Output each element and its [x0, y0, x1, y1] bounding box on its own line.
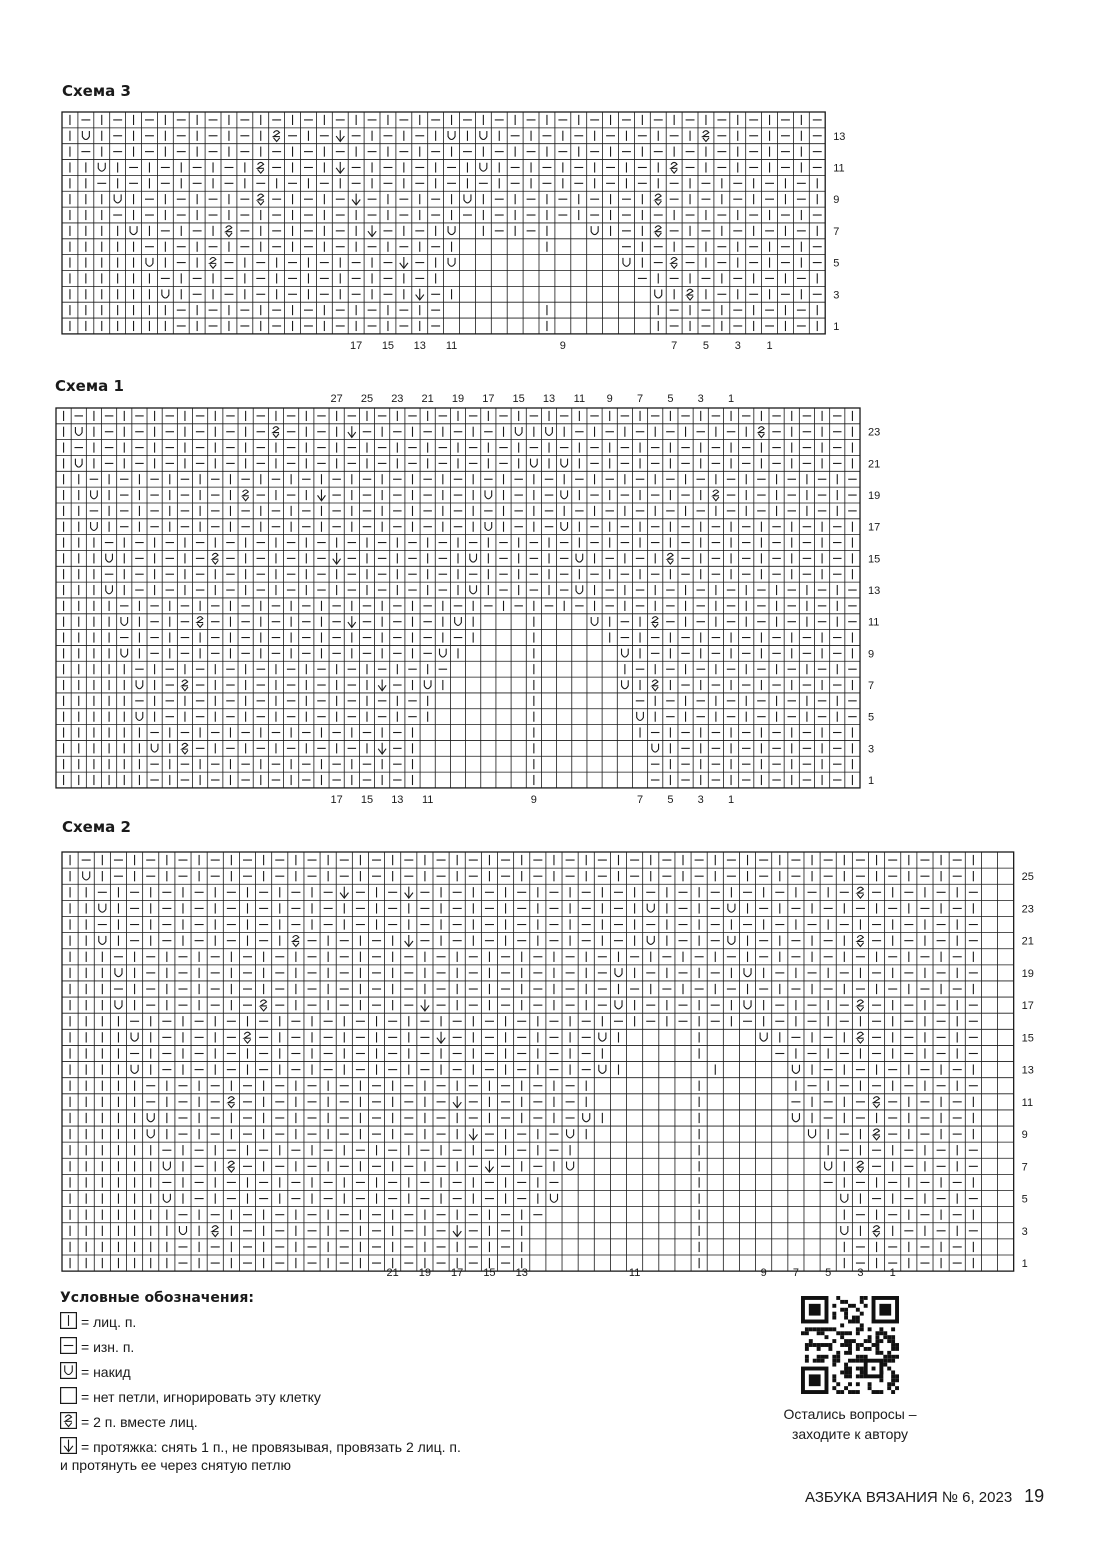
bottom-stitch-label: 19	[418, 1267, 432, 1279]
bottom-stitch-label: 21	[386, 1267, 399, 1279]
bottom-stitch-label: 1	[889, 1267, 896, 1279]
row-number-label: 23	[1021, 903, 1034, 916]
row-number-label: 17	[1021, 1000, 1034, 1013]
legend	[60, 1290, 620, 1473]
row-number-label: 11	[868, 616, 880, 629]
bottom-stitch-label: 3	[697, 794, 704, 806]
slip-pull-icon	[60, 1437, 77, 1454]
legend-continuation: и протянуть ее через снятую петлю	[60, 1457, 291, 1473]
bottom-stitch-label: 1	[766, 340, 773, 352]
legend-item-label: = лиц. п.	[81, 1314, 137, 1330]
chart1-title: Схема 1	[55, 377, 124, 395]
row-number-label: 25	[1021, 871, 1034, 884]
row-number-label: 5	[833, 257, 840, 270]
legend-title: Условные обозначения:	[60, 1290, 254, 1306]
bottom-stitch-label: 17	[330, 794, 343, 806]
bottom-stitch-label: 5	[702, 340, 710, 352]
bottom-stitch-label: 9	[760, 1267, 767, 1279]
row-number-label: 15	[868, 553, 881, 566]
row-number-label: 17	[868, 521, 881, 534]
row-number-label: 15	[1021, 1032, 1034, 1045]
chart2-title: Схема 2	[62, 818, 131, 836]
row-number-label: 1	[868, 775, 875, 788]
row-number-label: 9	[833, 194, 840, 207]
bottom-stitch-label: 7	[636, 794, 644, 806]
grid-lines	[62, 852, 1014, 1271]
bottom-stitch-label: 15	[381, 340, 395, 352]
top-stitch-label: 17	[482, 393, 495, 405]
top-stitch-label: 1	[728, 393, 735, 405]
row-number-label: 13	[833, 130, 846, 143]
bottom-stitch-label: 17	[451, 1267, 464, 1279]
row-number-label: 7	[868, 680, 875, 693]
top-stitch-label: 15	[512, 393, 525, 405]
legend-item-label: = 2 п. вместе лиц.	[81, 1414, 198, 1430]
no-stitch-icon	[60, 1387, 77, 1404]
purl-icon	[60, 1337, 77, 1354]
bottom-stitch-label: 1	[728, 794, 735, 806]
knit-icon	[60, 1312, 77, 1329]
top-stitch-label: 13	[542, 393, 556, 405]
row-number-label: 1	[1021, 1258, 1028, 1271]
page-number: 19	[1024, 1486, 1045, 1506]
row-number-label: 9	[1021, 1129, 1028, 1142]
legend-item-k2tog	[60, 1412, 620, 1437]
row-number-label: 23	[868, 426, 881, 439]
bottom-stitch-label: 3	[857, 1267, 864, 1279]
footer	[805, 1486, 1044, 1507]
qr-code-icon[interactable]	[801, 1296, 899, 1394]
k2tog-icon	[60, 1412, 77, 1429]
top-stitch-label: 5	[667, 393, 674, 405]
bottom-stitch-label: 11	[445, 340, 458, 352]
legend-item-label: = изн. п.	[81, 1339, 135, 1355]
bottom-stitch-label: 7	[792, 1267, 799, 1279]
qr-caption-line1: Остались вопросы –	[783, 1406, 917, 1422]
bottom-stitch-label: 17	[350, 340, 363, 352]
magazine-title: АЗБУКА ВЯЗАНИЯ № 6, 2023	[805, 1489, 1013, 1506]
legend-item-no-stitch	[60, 1387, 620, 1412]
row-number-label: 19	[868, 490, 881, 503]
row-number-label: 11	[833, 162, 845, 175]
legend-item-slip-pull	[60, 1437, 620, 1457]
bottom-stitch-label: 13	[515, 1267, 528, 1279]
legend-item-purl	[60, 1337, 620, 1362]
row-number-label: 7	[1021, 1161, 1028, 1174]
qr-block	[770, 1296, 930, 1444]
top-stitch-label: 23	[391, 393, 404, 405]
row-number-label: 21	[1021, 935, 1034, 948]
bottom-stitch-label: 9	[530, 794, 537, 806]
bottom-stitch-label: 5	[667, 794, 674, 806]
bottom-stitch-label: 11	[421, 794, 434, 806]
top-stitch-label: 11	[573, 393, 586, 405]
row-number-label: 3	[1021, 1225, 1028, 1238]
row-number-label: 9	[868, 648, 875, 661]
top-stitch-label: 19	[451, 393, 465, 405]
bottom-stitch-label: 5	[825, 1267, 832, 1279]
top-stitch-label: 27	[330, 393, 343, 405]
legend-item-knit	[60, 1312, 620, 1337]
top-stitch-label: 7	[636, 393, 644, 405]
bottom-stitch-label: 3	[734, 340, 741, 352]
legend-item-label: = протяжка: снять 1 п., не провязывая, провязать 2 лиц. п.	[81, 1439, 461, 1455]
row-number-label: 5	[1021, 1193, 1028, 1206]
row-number-label: 11	[1021, 1096, 1034, 1109]
top-stitch-label: 25	[360, 393, 374, 405]
legend-item-label: = накид	[81, 1364, 131, 1380]
legend-item-label: = нет петли, игнорировать эту клетку	[81, 1389, 321, 1405]
row-number-label: 1	[833, 320, 840, 333]
row-number-label: 3	[833, 289, 840, 302]
row-number-label: 13	[868, 585, 881, 598]
bottom-stitch-label: 15	[483, 1267, 496, 1279]
row-number-label: 7	[833, 225, 840, 238]
bottom-stitch-label: 13	[391, 794, 404, 806]
legend-item-yarn-over	[60, 1362, 620, 1387]
yarn-over-icon	[60, 1362, 77, 1379]
row-number-label: 19	[1021, 967, 1034, 980]
qr-caption-line2: заходите к автору	[791, 1426, 909, 1442]
top-stitch-label: 9	[606, 393, 613, 405]
row-number-label: 13	[1021, 1064, 1034, 1077]
row-number-label: 21	[868, 458, 881, 471]
row-number-label: 3	[868, 743, 875, 756]
top-stitch-label: 3	[697, 393, 704, 405]
row-number-label: 5	[868, 711, 875, 724]
bottom-stitch-label: 15	[360, 794, 374, 806]
chart3-title: Схема 3	[62, 82, 131, 100]
top-stitch-label: 21	[421, 393, 434, 405]
bottom-stitch-label: 11	[628, 1267, 641, 1279]
bottom-stitch-label: 9	[559, 340, 566, 352]
bottom-stitch-label: 7	[671, 340, 678, 352]
bottom-stitch-label: 13	[413, 340, 426, 352]
